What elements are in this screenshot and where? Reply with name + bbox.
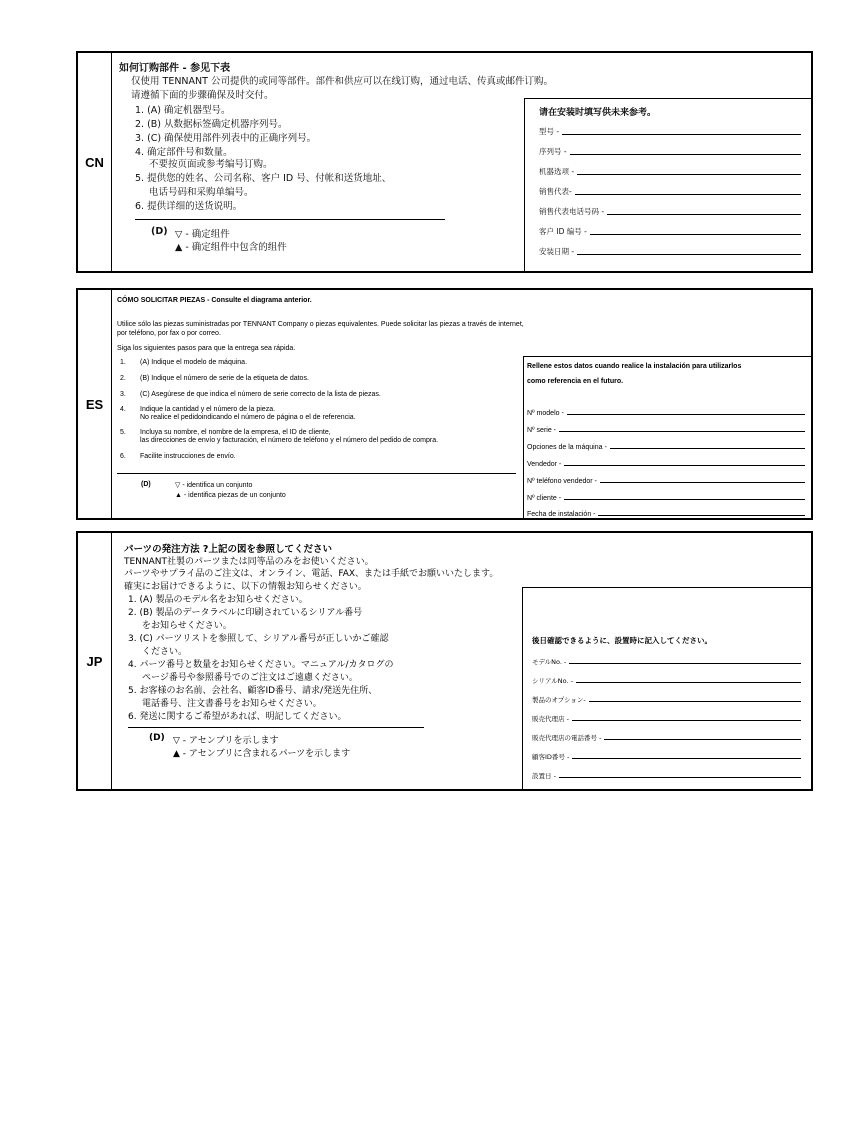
es-intro-3: Siga los siguientes pasos para que la entrega sea rápida. (117, 345, 296, 352)
cn-legend-assembly: ▽ - 确定组件 (175, 229, 230, 240)
jp-language-code: JP (78, 533, 112, 789)
cn-step-1: 1. (A) 确定机器型号。 (135, 105, 231, 116)
es-step-6-num: 6. (120, 453, 126, 460)
cn-form-title: 请在安装时填写供未来参考。 (539, 108, 657, 118)
cn-field-rep-label: 销售代表- (539, 187, 572, 196)
es-field-customer[interactable] (527, 491, 805, 502)
jp-field-serial-label: シリアルNo. - (532, 677, 573, 685)
cn-field-customer-id[interactable] (539, 223, 801, 237)
es-field-vendor[interactable] (527, 457, 805, 468)
cn-record-form (524, 98, 811, 271)
cn-title: 如何订购部件 - 参见下表 (119, 63, 231, 74)
cn-field-model-label: 型号 - (539, 127, 560, 136)
es-step-6: Facilite instrucciones de envío. (140, 453, 236, 460)
jp-step-4: 4. パーツ番号と数量をお知らせください。マニュアル/カタログの (128, 660, 394, 670)
es-legend-d: (D) (141, 481, 151, 488)
cn-field-options[interactable] (539, 163, 801, 177)
cn-content (111, 53, 811, 271)
es-field-model[interactable] (527, 406, 805, 417)
cn-step-4: 4. 确定部件号和数量。 (135, 147, 233, 158)
jp-legend-d: (D) (149, 733, 165, 743)
jp-field-customer-id[interactable] (532, 749, 801, 761)
es-title: CÓMO SOLICITAR PIEZAS - Consulte el diagrama anterior. (117, 297, 312, 304)
cn-field-install-date-label: 安装日期 - (539, 247, 575, 256)
jp-step-6: 6. 発送に関するご希望があれば、明記してください。 (128, 712, 347, 722)
es-content (111, 290, 811, 518)
cn-field-rep-phone[interactable] (539, 203, 801, 217)
es-step-5-num: 5. (120, 429, 126, 436)
jp-step-2: 2. (B) 製品のデータラベルに印刷されているシリアル番号 (128, 608, 363, 618)
es-language-code: ES (78, 290, 112, 518)
cn-field-serial[interactable] (539, 143, 801, 157)
jp-field-dealer[interactable] (532, 711, 801, 723)
jp-field-serial[interactable] (532, 673, 801, 685)
es-step-1-num: 1. (120, 359, 126, 366)
jp-field-customer-id-label: 顧客ID番号 - (532, 753, 570, 761)
es-field-vendor-phone[interactable] (527, 474, 805, 485)
es-field-options[interactable] (527, 440, 805, 451)
cn-intro-1: 仅使用 TENNANT 公司提供的或同等部件。部件和供应可以在线订购，通过电话、传真或邮件订购。 (131, 76, 553, 87)
jp-intro-2: パーツやサプライ品のご注文は、オンライン、電話、FAX、または手紙でお願いいたします。 (124, 569, 499, 579)
jp-record-form (522, 587, 811, 789)
es-step-3: (C) Asegúrese de que indica el número de serie correcto de la lista de piezas. (140, 391, 381, 398)
cn-field-options-label: 机器选项 - (539, 167, 575, 176)
jp-step-5: 5. お客様のお名前、会社名、顧客ID番号、請求/発送先住所、 (128, 686, 378, 696)
jp-field-model-label: モデルNo. - (532, 658, 567, 666)
es-form-title-1: Rellene estos datos cuando realice la instalación para utilizarlos (527, 363, 742, 370)
jp-order-panel (76, 531, 813, 791)
es-step-4-num: 4. (120, 406, 126, 413)
jp-field-dealer-phone[interactable] (532, 730, 801, 742)
jp-field-dealer-phone-label: 販売代理店の電話番号 - (532, 734, 602, 742)
jp-step-5-cont: 電話番号、注文書番号をお知らせください。 (142, 699, 322, 709)
es-step-5: Incluya su nombre, el nombre de la empresa, el ID de cliente, (140, 429, 331, 436)
es-form-title-2: como referencia en el futuro. (527, 378, 624, 385)
cn-intro-2: 请遵循下面的步骤确保及时交付。 (131, 90, 274, 101)
cn-step-2: 2. (B) 从数据标签确定机器序列号。 (135, 119, 288, 130)
jp-step-1: 1. (A) 製品のモデル名をお知らせください。 (128, 595, 308, 605)
es-field-install-date[interactable] (527, 507, 805, 518)
jp-form-title: 後日確認できるように、設置時に記入してください。 (532, 636, 712, 645)
cn-legend-d: (D) (151, 226, 168, 237)
cn-legend-parts: ▲ - 确定组件中包含的组件 (175, 242, 287, 253)
jp-title: パーツの発注方法 ?上記の図を参照してください (124, 544, 332, 555)
jp-field-options[interactable] (532, 692, 801, 704)
jp-intro-3: 確実にお届けできるように、以下の情報お知らせください。 (124, 582, 367, 592)
jp-step-3: 3. (C) パーツリストを参照して、シリアル番号が正しいかご確認 (128, 634, 389, 644)
cn-field-customer-id-label: 客户 ID 编号 - (539, 227, 587, 236)
es-field-serial-label: Nº serie - (527, 427, 557, 434)
jp-step-4-cont: ページ番号や参照番号でのご注文はご遠慮ください。 (142, 673, 358, 683)
es-step-4-note: No realice el pedidoindicando el número de página o el de referencia. (140, 414, 356, 421)
jp-field-dealer-label: 販売代理店 - (532, 715, 569, 723)
jp-field-install-date[interactable] (532, 768, 801, 780)
es-field-install-date-label: Fecha de instalación - (527, 511, 596, 518)
es-legend-assembly: ▽ - identifica un conjunto (175, 482, 253, 489)
es-step-1: (A) Indique el modelo de máquina. (140, 359, 248, 366)
es-step-2: (B) Indique el número de serie de la etiqueta de datos. (140, 375, 309, 382)
es-record-form (523, 356, 811, 518)
jp-intro-1: TENNANT社製のパーツまたは同等品のみをお使いください。 (124, 557, 374, 567)
jp-field-install-date-label: 設置日 - (532, 772, 556, 780)
es-legend-parts: ▲ - identifica piezas de un conjunto (175, 492, 286, 499)
cn-order-panel (76, 51, 813, 273)
es-intro-2: por teléfono, por fax o por correo. (117, 330, 221, 337)
jp-field-model[interactable] (532, 654, 801, 666)
cn-step-5-cont: 电话号码和采购单编号。 (149, 187, 254, 198)
es-field-model-label: Nº modelo - (527, 410, 564, 417)
cn-language-code: CN (78, 53, 112, 271)
es-intro-1: Utilice sólo las piezas suministradas por TENNANT Company o piezas equivalentes. Puede solicitar las piezas a través de internet, (117, 321, 524, 328)
es-step-4: Indique la cantidad y el número de la pieza. (140, 406, 276, 413)
cn-step-3: 3. (C) 确保使用部件列表中的正确序列号。 (135, 133, 317, 144)
cn-step-4-note: 不要按页面或参考编号订购。 (149, 159, 273, 170)
cn-divider (135, 219, 445, 220)
jp-legend-parts: ▲ - アセンブリに含まれるパーツを示します (173, 749, 351, 759)
es-field-customer-label: Nº cliente - (527, 495, 562, 502)
cn-field-model[interactable] (539, 123, 801, 137)
es-order-panel (76, 288, 813, 520)
cn-field-serial-label: 序列号 - (539, 147, 567, 156)
cn-field-rep[interactable] (539, 183, 801, 197)
cn-field-rep-phone-label: 销售代表电话号码 - (539, 207, 605, 216)
es-field-vendor-label: Vendedor - (527, 461, 562, 468)
es-step-3-num: 3. (120, 391, 126, 398)
jp-step-2-cont: をお知らせください。 (142, 621, 232, 631)
es-field-options-label: Opciones de la máquina - (527, 444, 607, 451)
jp-legend-assembly: ▽ - アセンブリを示します (173, 736, 279, 746)
es-divider (117, 473, 516, 474)
es-step-2-num: 2. (120, 375, 126, 382)
es-step-5-cont: las direcciones de envío y facturación, el número de teléfono y el número del pedido de compra. (140, 437, 439, 444)
cn-field-install-date[interactable] (539, 243, 801, 257)
jp-step-3-cont: ください。 (142, 647, 188, 657)
jp-field-options-label: 製品のオプション- (532, 696, 586, 704)
jp-divider (128, 727, 424, 728)
jp-content (111, 533, 811, 789)
es-field-serial[interactable] (527, 423, 805, 434)
es-field-vendor-phone-label: Nº teléfono vendedor - (527, 478, 597, 485)
cn-step-5: 5. 提供您的姓名、公司名称、客户 ID 号、付帐和送货地址、 (135, 173, 392, 184)
cn-step-6: 6. 提供详细的送货说明。 (135, 201, 243, 212)
